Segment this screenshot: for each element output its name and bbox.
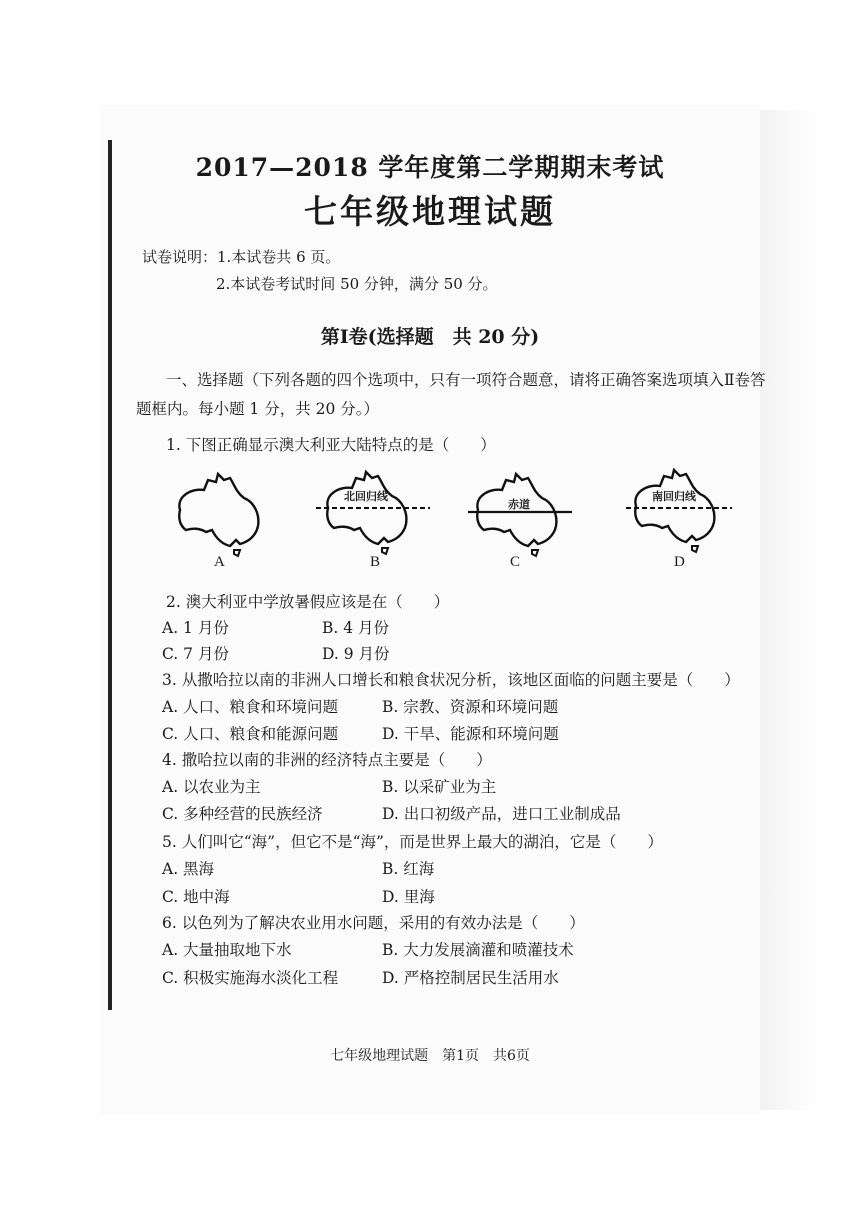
instruction-line-2: 题框内。每小题 1 分，共 20 分。） xyxy=(136,400,380,418)
question-3-stem: 3. 从撒哈拉以南的非洲人口增长和粮食状况分析，该地区面临的问题主要是（ ） xyxy=(162,671,740,689)
map-letter-d: D xyxy=(674,554,685,570)
question-6-option-a: A. 大量抽取地下水 xyxy=(162,941,292,959)
question-4-option-c: C. 多种经营的民族经济 xyxy=(162,805,323,823)
page-bleed xyxy=(760,110,820,1110)
instruction-line-1: 一、选择题（下列各题的四个选项中，只有一项符合题意，请将正确答案选项填入Ⅱ卷答 xyxy=(166,371,766,389)
map-c-line-label: 赤道 xyxy=(508,498,530,511)
exam-note-1: 试卷说明：1.本试卷共 6 页。 xyxy=(142,248,341,266)
australia-map-a xyxy=(172,470,272,558)
map-b-line-label: 北回归线 xyxy=(344,490,388,503)
page-footer: 七年级地理试题 第1页 共6页 xyxy=(330,1048,530,1064)
question-3-option-c: C. 人口、粮食和能源问题 xyxy=(162,725,339,743)
question-5-option-d: D. 里海 xyxy=(382,888,435,906)
question-4-option-b: B. 以采矿业为主 xyxy=(382,778,497,796)
question-4-option-d: D. 出口初级产品，进口工业制成品 xyxy=(382,805,621,823)
exam-note-2: 2.本试卷考试时间 50 分钟，满分 50 分。 xyxy=(216,275,498,293)
question-5-option-c: C. 地中海 xyxy=(162,888,230,906)
question-2-option-a: A. 1 月份 xyxy=(162,619,229,637)
section-title: 第Ⅰ卷(选择题 共 20 分) xyxy=(320,326,540,348)
question-3-option-b: B. 宗教、资源和环境问题 xyxy=(382,698,559,716)
question-1-stem: 1. 下图正确显示澳大利亚大陆特点的是（ ） xyxy=(166,436,496,454)
map-d-line-label: 南回归线 xyxy=(652,490,696,503)
question-4-option-a: A. 以农业为主 xyxy=(162,778,261,796)
map-letter-c: C xyxy=(510,554,521,570)
australia-map-c xyxy=(468,468,574,560)
page-edge-line xyxy=(108,140,112,1010)
exam-title: 2017—2018 学年度第二学期期末考试 xyxy=(195,153,665,182)
question-6-stem: 6. 以色列为了解决农业用水问题，采用的有效办法是（ ） xyxy=(162,914,585,932)
map-letter-a: A xyxy=(214,554,225,570)
question-3-option-d: D. 干旱、能源和环境问题 xyxy=(382,725,559,743)
question-6-option-b: B. 大力发展滴灌和喷灌技术 xyxy=(382,941,574,959)
question-2-option-d: D. 9 月份 xyxy=(322,645,390,663)
australia-map-b xyxy=(314,468,434,560)
question-5-option-a: A. 黑海 xyxy=(162,860,215,878)
question-3-option-a: A. 人口、粮食和环境问题 xyxy=(162,698,339,716)
question-6-option-c: C. 积极实施海水淡化工程 xyxy=(162,969,339,987)
question-5-stem: 5. 人们叫它“海”，但它不是“海”，而是世界上最大的湖泊，它是（ ） xyxy=(162,833,663,851)
question-2-option-b: B. 4 月份 xyxy=(322,619,390,637)
question-5-option-b: B. 红海 xyxy=(382,860,435,878)
question-2-stem: 2. 澳大利亚中学放暑假应该是在（ ） xyxy=(166,593,450,611)
exam-subtitle: 七年级地理试题 xyxy=(304,192,556,231)
question-2-option-c: C. 7 月份 xyxy=(162,645,229,663)
map-letter-b: B xyxy=(370,554,381,570)
question-6-option-d: D. 严格控制居民生活用水 xyxy=(382,969,559,987)
australia-map-d xyxy=(624,468,734,560)
question-4-stem: 4. 撒哈拉以南的非洲的经济特点主要是（ ） xyxy=(162,751,492,769)
